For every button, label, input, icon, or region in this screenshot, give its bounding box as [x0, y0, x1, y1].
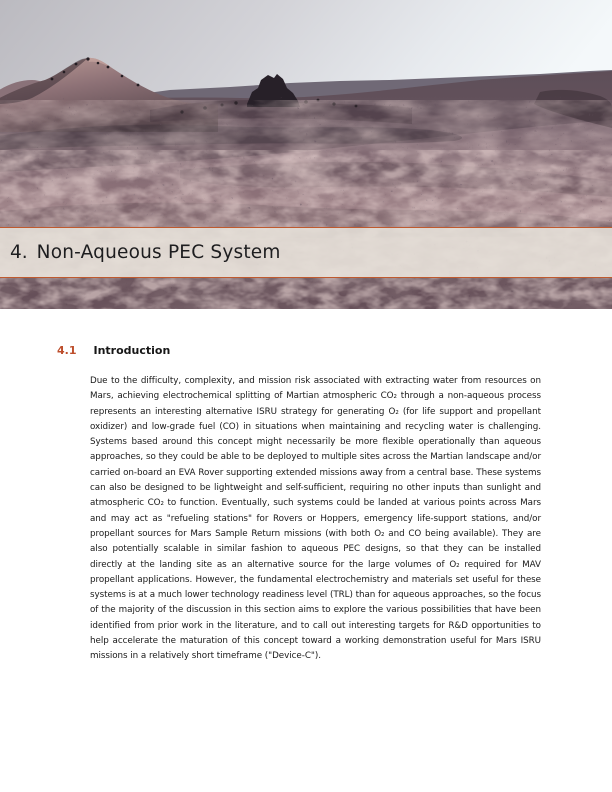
chapter-number: 4.	[10, 242, 28, 263]
section-title: Introduction	[93, 344, 171, 357]
body-paragraph: Due to the difficulty, complexity, and mission risk associated with extracting water from resources on Mars, achieving electrochemical splitting of Martian atmospheric CO₂ through a non-aqueous process represents an interesting alternative ISRU strategy for generating O₂ (for life support and propellant oxidizer) and low-grade fuel (CO) in situations when maintaining and recycling water is challenging. Systems based around this concept might necessarily be more flexible operationally than aqueous approaches, so they could be able to be deployed to multiple sites across the Martian landscape and/or carried on-board an EVA Rover supporting extended missions away from a central base. These systems can also be designed to be lightweight and self-sufficient, requiring no other inputs than sunlight and atmospheric CO₂ to function. Eventually, such systems could be landed at various points across Mars and may act as "refueling stations" for Rovers or Hoppers, emergency life-support stations, and/or propellant sources for Mars Sample Return missions (with both O₂ and CO being available). They are also potentially scalable in similar fashion to aqueous PEC designs, so that they can be installed directly at the landing site as an alternative source for the large volumes of O₂ required for MAV propellant applications. However, the fundamental electrochemistry and materials set useful for these systems is at a much lower technology readiness level (TRL) than for aqueous approaches, so the focus of the majority of the discussion in this section aims to explore the various possibilities that have been identified from prior work in the literature, and to call out interesting targets for R&D opportunities to help accelerate the maturation of this concept toward a working demonstration useful for Mars ISRU missions in a relatively short timeframe ("Device-C").	[90, 376, 541, 662]
foreground-strip-patches	[0, 277, 612, 309]
chapter-heading: Non-Aqueous PEC System	[36, 242, 281, 263]
section-heading	[57, 344, 612, 357]
mars-landscape-image	[0, 0, 612, 309]
section-number: 4.1	[57, 344, 77, 357]
chapter-heading-band	[0, 227, 612, 278]
